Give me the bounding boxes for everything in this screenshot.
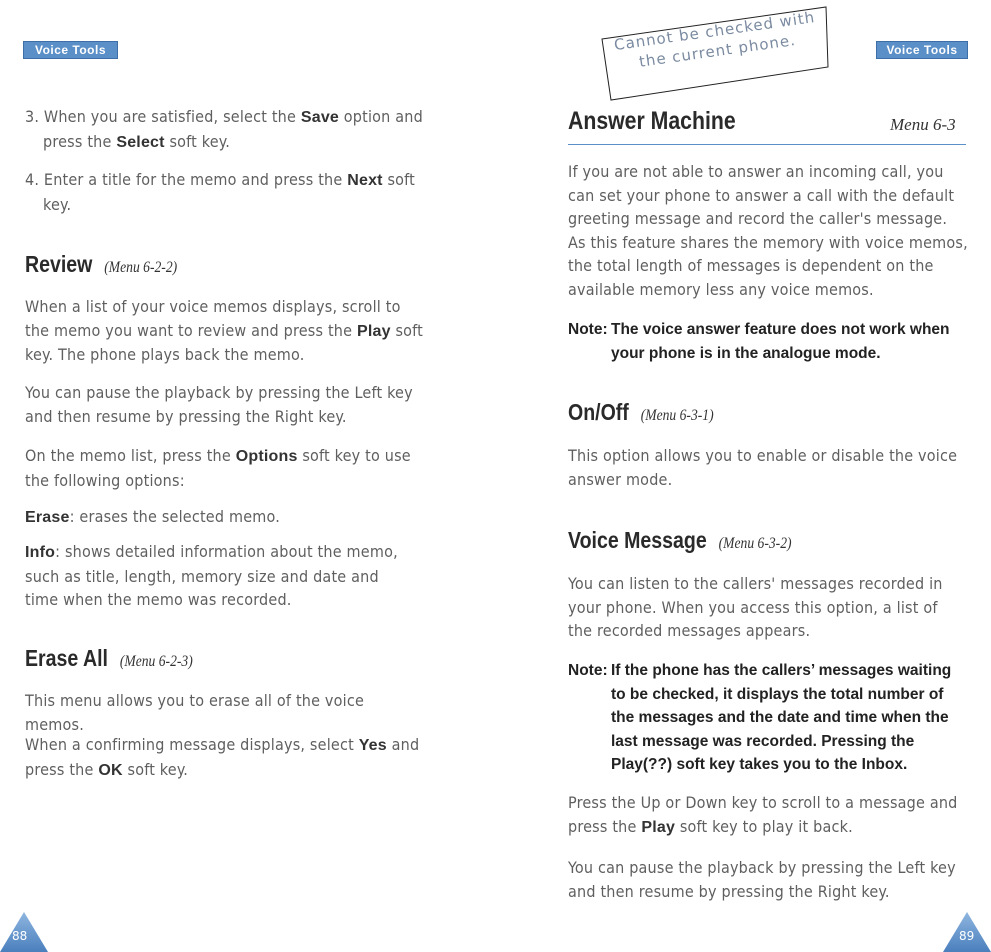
option-info: Info: shows detailed information about the memo, such as title, length, memory size and date and time when the memo was recorded.: [25, 542, 398, 609]
menu-reference: Menu 6-3: [890, 115, 956, 134]
paragraph: You can listen to the callers' messages recorded in your phone. When you access this option, a list of the recorded messages appears.: [568, 574, 943, 640]
callout-text: Cannot be checked with the current phone.: [612, 8, 817, 71]
note: Note: If the phone has the callers’ messages waiting to be checked, it displays the total number of the messages and the date and time when the last message was recorded. Pressing the Play(??) soft key takes you to the Inbox.: [568, 662, 952, 773]
paragraph: On the memo list, press the Options soft key to use the following options:: [25, 446, 411, 490]
page-number: 88: [12, 929, 28, 943]
paragraph: You can pause the playback by pressing the Left key and then resume by pressing the Right key.: [25, 383, 413, 426]
section-heading-voice-message: Voice Message (Menu 6-3-2): [568, 527, 792, 553]
section-heading-review: Review (Menu 6-2-2): [25, 251, 178, 277]
heading-divider: [568, 144, 966, 145]
section-tab: Voice Tools: [23, 41, 118, 59]
section-heading-erase-all: Erase All (Menu 6-2-3): [25, 645, 193, 671]
paragraph: This option allows you to enable or disable the voice answer mode.: [568, 446, 958, 489]
step-3: 3. When you are satisfied, select the Save option and press the Select soft key.: [25, 107, 423, 151]
section-heading-answer-machine: Answer Machine: [568, 107, 736, 135]
note: Note: The voice answer feature does not work when your phone is in the analogue mode.: [568, 321, 950, 362]
paragraph: Press the Up or Down key to scroll to a message and press the Play soft key to play it back.: [568, 793, 958, 836]
paragraph: When a list of your voice memos displays, scroll to the memo you want to review and press the Play soft key. The phone plays back the memo.: [25, 297, 423, 364]
option-erase: Erase: erases the selected memo.: [25, 507, 280, 526]
left-page: [0, 0, 495, 952]
paragraph: When a confirming message displays, select Yes and press the OK soft key.: [25, 735, 420, 779]
paragraph: You can pause the playback by pressing the Left key and then resume by pressing the Right key.: [568, 858, 956, 901]
step-4: 4. Enter a title for the memo and press the Next soft key.: [25, 170, 415, 214]
page-number: 89: [959, 929, 975, 943]
section-tab: Voice Tools: [876, 41, 968, 59]
section-heading-on-off: On/Off (Menu 6-3-1): [568, 399, 714, 425]
paragraph: This menu allows you to erase all of the voice memos.: [25, 691, 365, 734]
paragraph: If you are not able to answer an incoming call, you can set your phone to answer a call with the default greeting message and record the caller's message. As this feature shares the memory with voice memos, the total length of messages is dependent on the available memory less any voice memos.: [568, 162, 968, 299]
